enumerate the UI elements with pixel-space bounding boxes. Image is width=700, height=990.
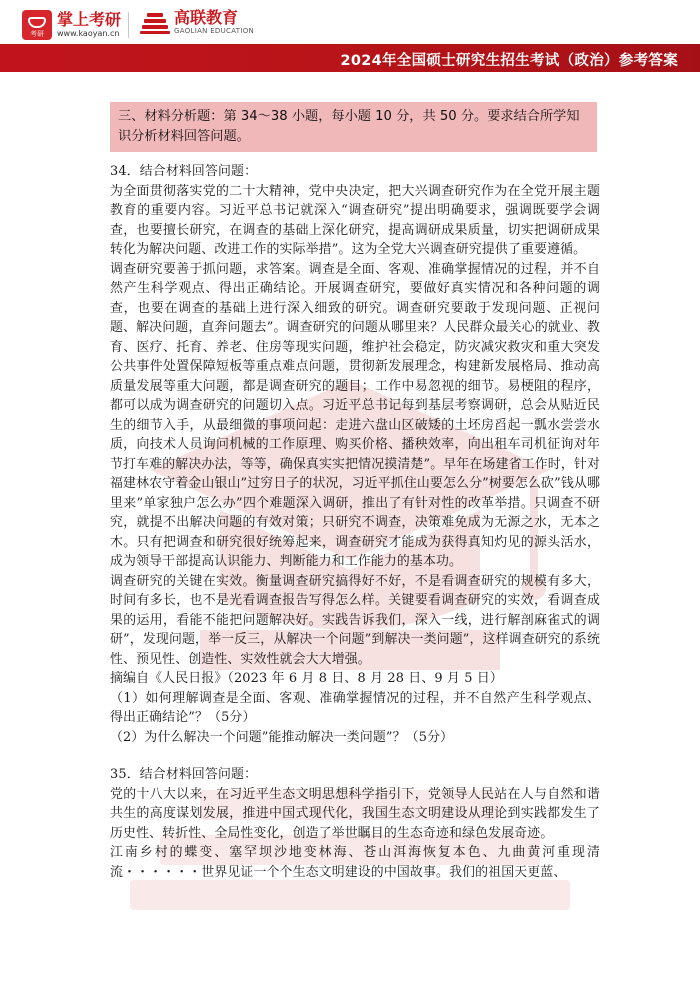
- q34-paragraph-2: 调查研究要善于抓问题，求答案。调查是全面、客观、准确掌握情况的过程，并不自然产生科学观点、得出正确结论。开展调查研究，要做好真实情况和各种问题的调查，也要在调查的基础上进行深入细致的研究。调查研究要敢于发现问题、正视问题、解决问题，直奔问题去”。调查研究的问题从哪里来？人民群众最关心的就业、教育、医疗、托育、养老、住房等现实问题，维护社会稳定，防灾减灾救灾和重大突发公共事件处置保障短板等重点难点问题，贯彻新发展理念，构建新发展格局、推动高质量发展等重大问题，都是调查研究的题目；工作中易忽视的细节。易梗阻的程序，都可以成为调查研究的问题切入点。习近平总书记每到基层考察调研，总会从贴近民生的细节入手，从最细微的事项问起：走进六盘山区破矮的土坯房舀起一瓢水尝尝水质，向技术人员询问机械的工作原理、购买价格、播秧效率，向出租车司机征询对年节打车难的解决办法，等等，确保真实实把情况摸清楚”。早年在场建省工作时，针对福建林农守着金山银山”过穷日子的状况，习近平抓住山要怎么分”树要怎么砍”钱从哪里来”单家独户怎么办”四个难题深入调研，推出了有针对性的改革举措。只调查不研究，就提不出解决问题的有效对策；只研究不调查，决策难免成为无源之水，无本之木。只有把调查和研究很好统筹起来，调查研究才能成为获得真知灼见的源头活水，成为领导干部提高认识能力、判断能力和工作能力的基本功。: [110, 261, 600, 569]
- exam-title: 2024年全国硕士研究生招生考试（政治）参考答案: [340, 53, 678, 69]
- stacked-books-icon: [140, 8, 170, 36]
- q34-title: 34．结合材料回答问题：: [110, 164, 258, 179]
- q34-paragraph-1: 为全面贯彻落实党的二十大精神，党中央决定，把大兴调查研究作为在全党开展主题教育的重要内容。习近平总书记就深入“调查研究”提出明确要求，强调既要学会调查，也要擅长研究，在调查的基础上深化研究，提高调研成果质量，切实把调研成果转化为解决问题、改进工作的实际举措”。这为全党大兴调查研究提供了重要遵循。: [110, 183, 600, 257]
- q34-subquestion-2: （2）为什么解决一个问题”能推动解决一类问题”？（5分）: [110, 729, 454, 745]
- logo-right-en: GAOLIAN EDUCATION: [174, 26, 255, 35]
- section-heading-box: 三、材料分析题：第 34～38 小题，每小题 10 分，共 50 分。要求结合所学知识分析材料回答问题。: [110, 102, 597, 152]
- logo-divider: [128, 12, 129, 38]
- graduation-cap-icon: 考研: [22, 10, 52, 40]
- q35-title: 35．结合材料回答问题：: [110, 767, 258, 782]
- question-content: [110, 162, 600, 882]
- q34-subquestion-1: （1）如何理解调查是全面、客观、准确掌握情况的过程，并不自然产生科学观点、得出正确结论”？（5分）: [110, 690, 600, 725]
- q34-source: 摘编自《人民日报》（2023 年 6 月 8 日、8 月 28 日、9 月 5 日）: [110, 671, 503, 686]
- gaolian-education-logo: [140, 8, 254, 36]
- logo-left-name: 掌上考研: [57, 10, 122, 29]
- logo-right-name: 高联教育: [174, 7, 239, 27]
- logo-left-url: www.kaoyan.cn: [57, 29, 120, 38]
- page-header: [0, 0, 700, 72]
- zhangshang-kaoyan-logo: [22, 10, 121, 40]
- q34-paragraph-3: 调查研究的关键在实效。衡量调查研究搞得好不好，不是看调查研究的规模有多大，时间有多长，也不是光看调查报告写得怎么样。关键要看调查研究的实效，看调查成果的运用，看能不能把问题解决好。实践告诉我们，深入一线，进行解剖麻雀式的调研”，发现问题，举一反三，从解决一个问题”到解决一类问题”，这样调查研究的系统性、预见性、创造性、实效性就会大大增强。: [110, 573, 600, 667]
- q35-paragraph-2: 江南乡村的蝶变、塞罕坝沙地变林海、苍山洱海恢复本色、九曲黄河重现清流・・・・・・世界见证一个个生态文明建设的中国故事。我们的祖国天更蓝、: [110, 845, 600, 880]
- q35-paragraph-1: 党的十八大以来，在习近平生态文明思想科学指引下，党领导人民站在人与自然和谐共生的高度谋划发展，推进中国式现代化，我国生态文明建设从理论到实践都发生了历史性、转折性、全局性变化，创造了举世瞩目的生态奇迹和绿色发展奇迹。: [110, 786, 600, 841]
